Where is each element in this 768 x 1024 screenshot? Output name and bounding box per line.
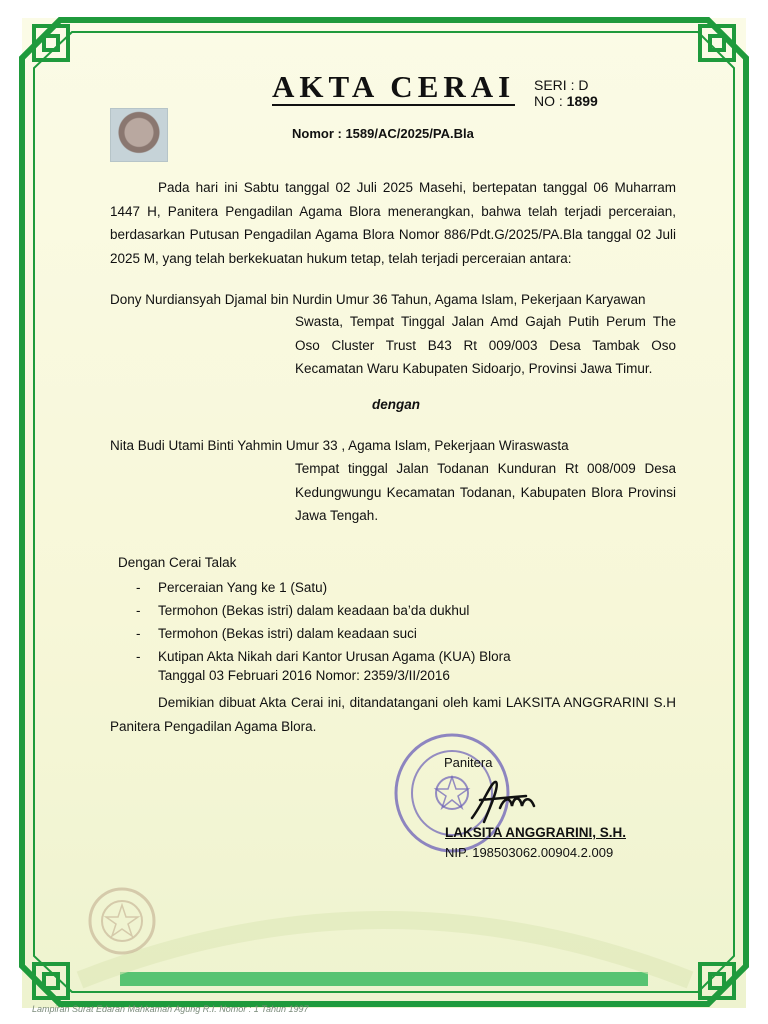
- series-label: SERI : D: [534, 77, 589, 93]
- footer-note: Lampiran Surat Edaran Mahkamah Agung R.I. Nomor : 1 Tahun 1997: [32, 1004, 309, 1014]
- intro-paragraph: Pada hari ini Sabtu tanggal 02 Juli 2025 Masehi, bertepatan tanggal 06 Muharram 1447 H, Panitera Pengadilan Agama Blora menerangkan, bahwa telah terjadi perceraian, berdasarkan Putusan Pengadilan Agama Blora Nomor 886/Pdt.G/2025/PA.Bla tanggal 02 Juli 2025 M, yang telah berkekuatan hukum tetap, telah terjadi perceraian antara:: [110, 180, 676, 266]
- security-hologram: [110, 108, 168, 162]
- list-item: - Termohon (Bekas istri) dalam keadaan ba’da dukhul: [136, 603, 470, 618]
- marriage-certificate-date: Tanggal 03 Februari 2016 Nomor: 2359/3/II/2016: [158, 668, 450, 683]
- signatory-nip: NIP. 198503062.00904.2.009: [445, 845, 614, 860]
- closing-paragraph: Demikian dibuat Akta Cerai ini, ditandatangani oleh kami LAKSITA ANGGRARINI S.H Panitera Pengadilan Agama Blora.: [110, 695, 676, 734]
- signatory-name: LAKSITA ANGGRARINI, S.H.: [445, 825, 626, 840]
- party1-line1: Dony Nurdiansyah Djamal bin Nurdin Umur 36 Tahun, Agama Islam, Pekerjaan Karyawan: [110, 292, 646, 307]
- party1-details: Swasta, Tempat Tinggal Jalan Amd Gajah Putih Perum The Oso Cluster Trust B43 Rt 009/003 Desa Tambak Oso Kecamatan Waru Kabupaten Sidoarjo, Provinsi Jawa Timur.: [295, 314, 676, 376]
- list-item: - Perceraian Yang ke 1 (Satu): [136, 580, 328, 595]
- document-number: Nomor : 1589/AC/2025/PA.Bla: [292, 126, 474, 141]
- handwritten-signature: [466, 772, 546, 828]
- list-item: - Termohon (Bekas istri) dalam keadaan suci: [136, 626, 417, 641]
- conjunction-dengan: dengan: [372, 397, 421, 412]
- signatory-role: Panitera: [444, 755, 493, 770]
- series-block: [534, 77, 598, 109]
- list-item: - Kutipan Akta Nikah dari Kantor Urusan Agama (KUA) Blora: [136, 649, 511, 664]
- serial-number: NO : 1899: [534, 93, 598, 109]
- divorce-type: Dengan Cerai Talak: [118, 555, 237, 570]
- conditions-list: [136, 576, 511, 668]
- party2-details: Tempat tinggal Jalan Todanan Kunduran Rt 008/009 Desa Kedungwungu Kecamatan Todanan, Kabupaten Blora Provinsi Jawa Tengah.: [295, 461, 676, 523]
- party2-line1: Nita Budi Utami Binti Yahmin Umur 33 , Agama Islam, Pekerjaan Wiraswasta: [110, 438, 569, 453]
- document-title: AKTA CERAI: [272, 69, 516, 104]
- watermark-seal: [86, 885, 158, 957]
